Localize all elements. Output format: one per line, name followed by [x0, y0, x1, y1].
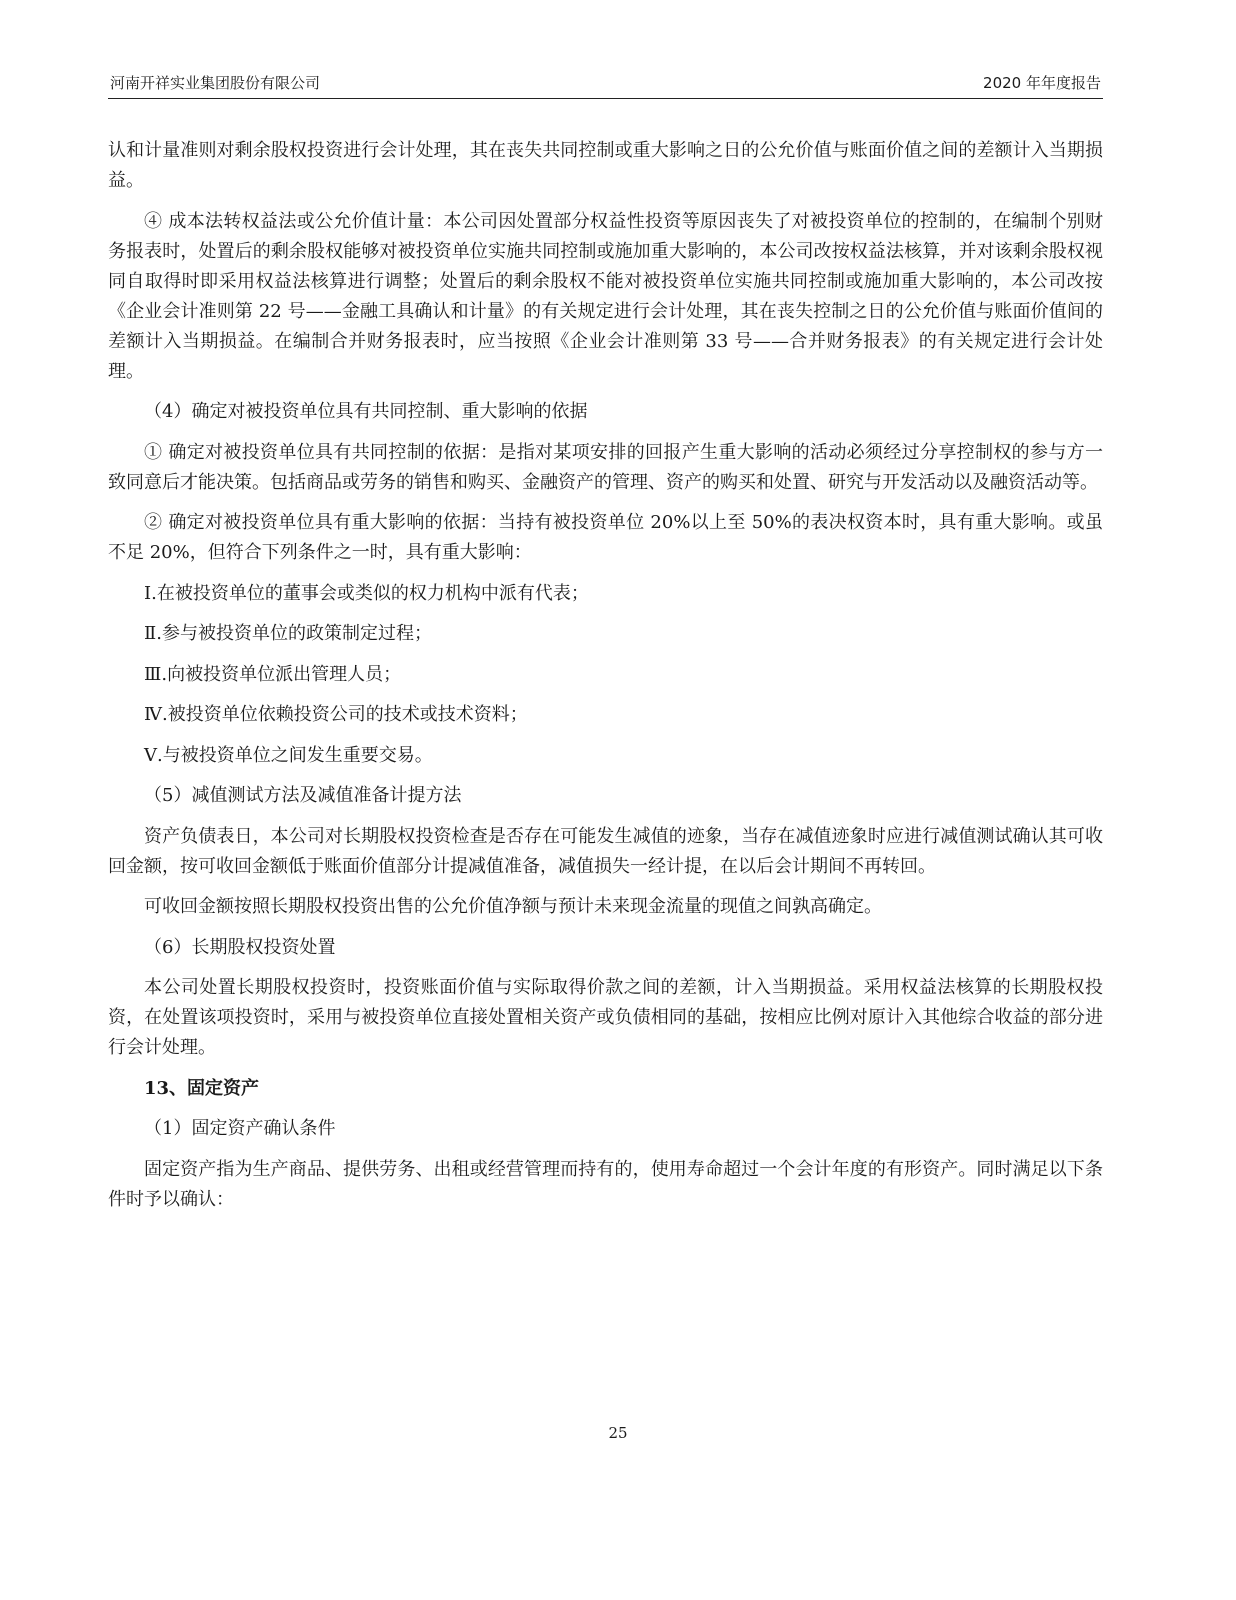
- paragraph: ④ 成本法转权益法或公允价值计量：本公司因处置部分权益性投资等原因丧失了对被投资单位的控制的，在编制个别财务报表时，处置后的剩余股权能够对被投资单位实施共同控制或施加重大影响的，本公司改按权益法核算，并对该剩余股权视同自取得时即采用权益法核算进行调整；处置后的剩余股权不能对被投资单位实施共同控制或施加重大影响的，本公司改按《企业会计准则第 22 号——金融工具确认和计量》的有关规定进行会计处理，其在丧失控制之日的公允价值与账面价值间的差额计入当期损益。在编制合并财务报表时，应当按照《企业会计准则第 33 号——合并财务报表》的有关规定进行会计处理。: [108, 210, 1103, 382]
- list-item: Ⅱ.参与被投资单位的政策制定过程；: [144, 623, 432, 644]
- section-heading: （4）确定对被投资单位具有共同控制、重大影响的依据: [144, 401, 588, 422]
- section-heading: （5）减值测试方法及减值准备计提方法: [144, 785, 462, 806]
- paragraph: 本公司处置长期股权投资时，投资账面价值与实际取得价款之间的差额，计入当期损益。采用权益法核算的长期股权投资，在处置该项投资时，采用与被投资单位直接处置相关资产或负债相同的基础，按相应比例对原计入其他综合收益的部分进行会计处理。: [108, 977, 1103, 1058]
- paragraph: ① 确定对被投资单位具有共同控制的依据：是指对某项安排的回报产生重大影响的活动必须经过分享控制权的参与方一致同意后才能决策。包括商品或劳务的销售和购买、金融资产的管理、资产的购买和处置、研究与开发活动以及融资活动等。: [108, 441, 1103, 493]
- report-title: 2020 年年度报告: [983, 74, 1101, 92]
- page-number: 25: [608, 1424, 628, 1442]
- list-item: Ⅳ.被投资单位依赖投资公司的技术或技术资料；: [144, 704, 528, 725]
- list-item: Ⅰ.在被投资单位的董事会或类似的权力机构中派有代表；: [144, 582, 589, 604]
- paragraph: 固定资产指为生产商品、提供劳务、出租或经营管理而持有的，使用寿命超过一个会计年度的有形资产。同时满足以下条件时予以确认：: [108, 1158, 1103, 1210]
- document-body: [108, 136, 1103, 1225]
- paragraph: ② 确定对被投资单位具有重大影响的依据：当持有被投资单位 20%以上至 50%的表决权资本时，具有重大影响。或虽不足 20%，但符合下列条件之一时，具有重大影响：: [108, 512, 1103, 563]
- section-heading: （6）长期股权投资处置: [144, 936, 336, 958]
- paragraph: 可收回金额按照长期股权投资出售的公允价值净额与预计未来现金流量的现值之间孰高确定。: [144, 896, 882, 917]
- chapter-heading: 13、固定资产: [144, 1077, 260, 1099]
- list-item: Ⅴ.与被投资单位之间发生重要交易。: [144, 744, 433, 766]
- page-header: [108, 70, 1103, 99]
- company-name: 河南开祥实业集团股份有限公司: [110, 74, 321, 92]
- section-heading: （1）固定资产确认条件: [144, 1118, 336, 1139]
- paragraph: 认和计量准则对剩余股权投资进行会计处理，其在丧失共同控制或重大影响之日的公允价值与账面价值之间的差额计入当期损益。: [108, 140, 1103, 191]
- paragraph: 资产负债表日，本公司对长期股权投资检查是否存在可能发生减值的迹象，当存在减值迹象时应进行减值测试确认其可收回金额，按可收回金额低于账面价值部分计提减值准备，减值损失一经计提，在以后会计期间不再转回。: [108, 825, 1103, 877]
- list-item: Ⅲ.向被投资单位派出管理人员；: [144, 663, 402, 685]
